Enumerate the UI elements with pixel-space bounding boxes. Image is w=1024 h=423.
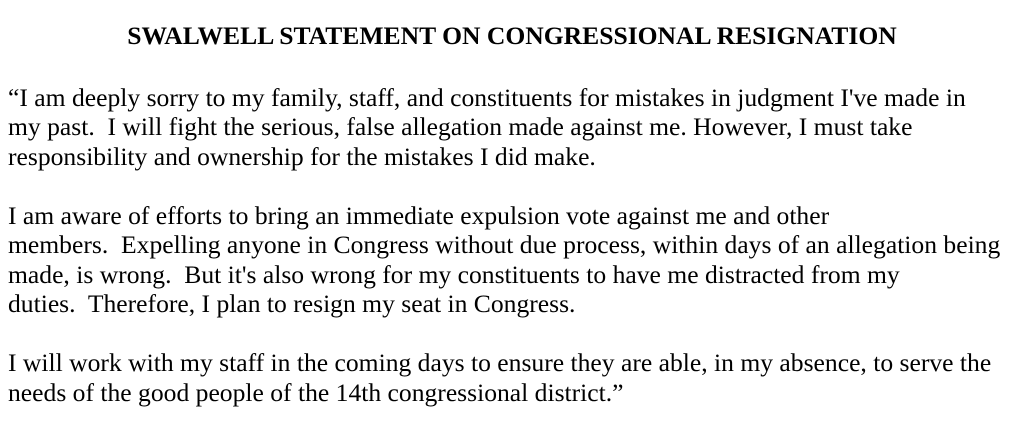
text-line: needs of the good people of the 14th congressional district.” bbox=[8, 377, 624, 407]
text-line: duties. Therefore, I plan to resign my seat in Congress. bbox=[8, 289, 576, 318]
text-line: made, is wrong. But it's also wrong for my constituents to have me distracted from my bbox=[8, 259, 900, 289]
page-title: SWALWELL STATEMENT ON CONGRESSIONAL RESIGNATION bbox=[127, 21, 897, 50]
text-line: I will work with my staff in the coming days to ensure they are able, in my absence, to serve the bbox=[8, 348, 992, 377]
statement-paragraph-resignation bbox=[8, 201, 1016, 319]
text-line: my past. I will fight the serious, false allegation made against me. However, I must take bbox=[8, 112, 913, 141]
statement-paragraph-apology bbox=[8, 83, 1016, 172]
text-line: members. Expelling anyone in Congress without due process, within days of an allegation being bbox=[8, 230, 1001, 259]
text-line: I am aware of efforts to bring an immediate expulsion vote against me and other bbox=[8, 200, 830, 230]
text-line: responsibility and ownership for the mistakes I did make. bbox=[8, 141, 596, 171]
statement-paragraph-transition bbox=[8, 348, 1016, 407]
text-line: “I am deeply sorry to my family, staff, and constituents for mistakes in judgment I've made in bbox=[8, 82, 966, 112]
